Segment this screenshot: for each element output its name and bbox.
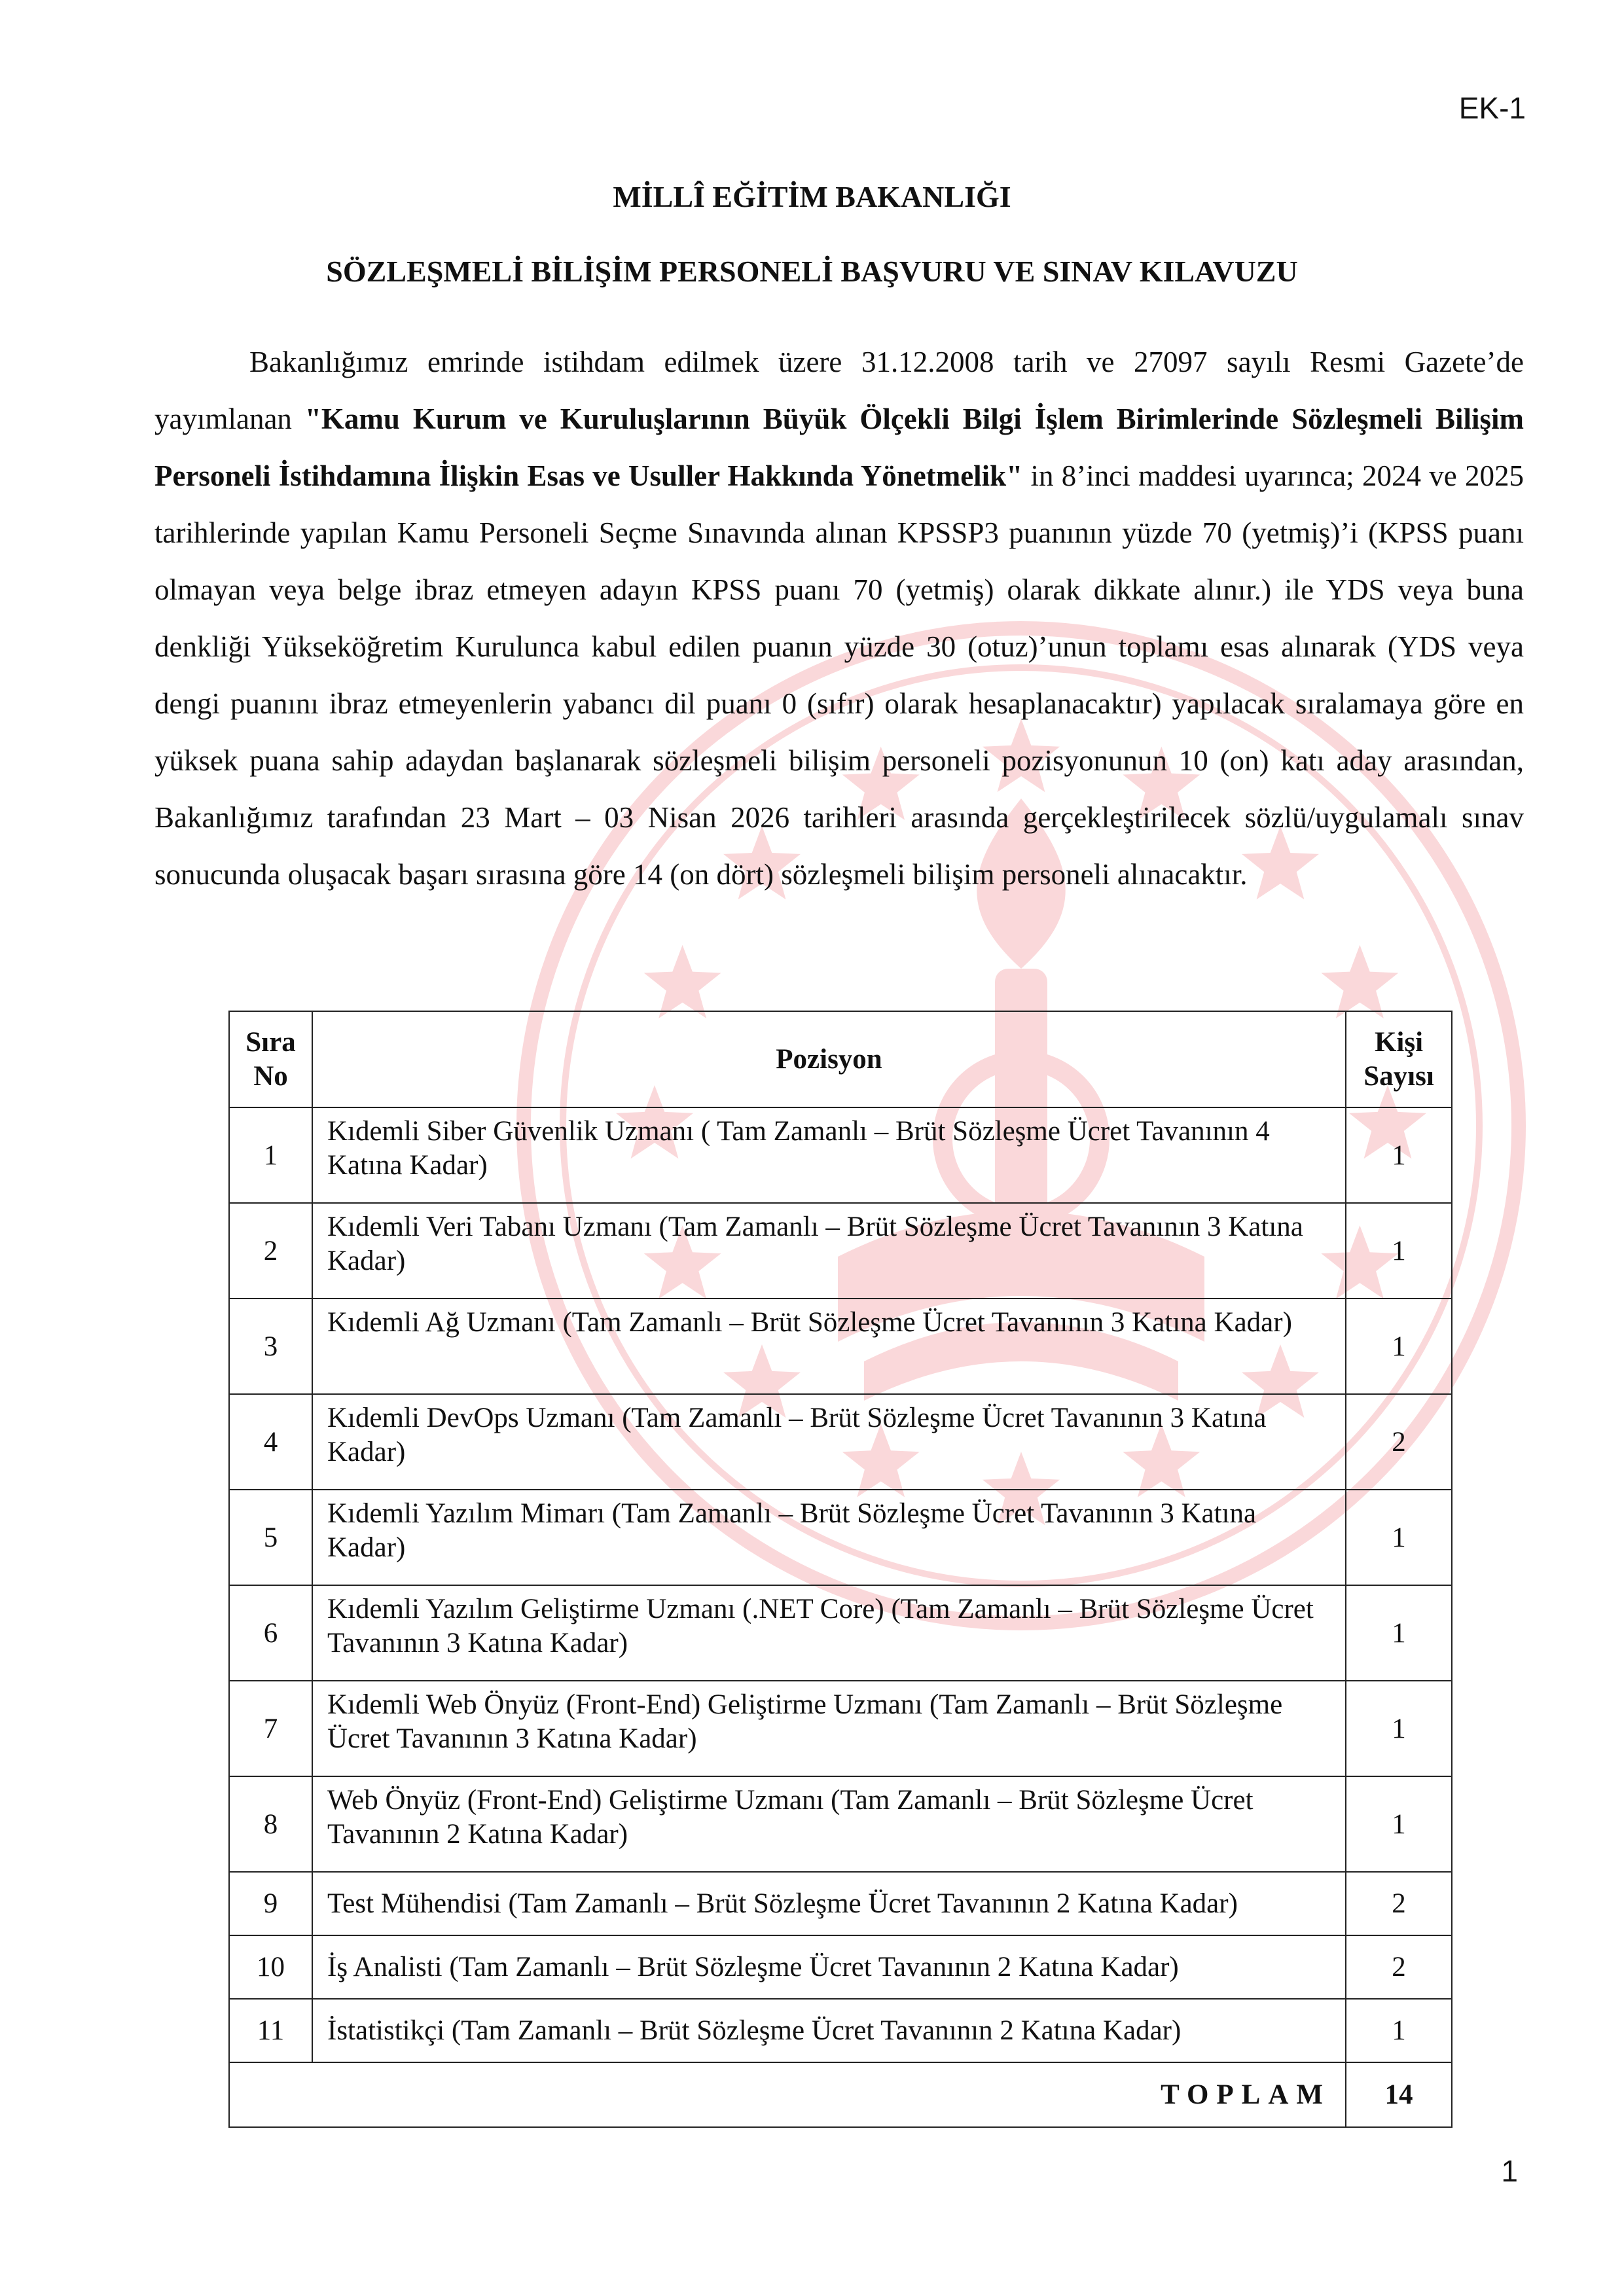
row-position: Kıdemli Yazılım Mimarı (Tam Zamanlı – Brüt Sözleşme Ücret Tavanının 3 Katına Kadar) <box>312 1490 1346 1585</box>
annex-label: EK-1 <box>1458 91 1526 125</box>
row-no: 1 <box>229 1107 312 1203</box>
positions-table <box>228 1011 1453 2128</box>
table-row <box>229 1107 1452 1203</box>
total-label: TOPLAM <box>229 2062 1346 2127</box>
page-number: 1 <box>1501 2154 1518 2188</box>
watermark-star-icon <box>644 945 721 1018</box>
row-count: 1 <box>1346 1490 1452 1585</box>
row-count: 2 <box>1346 1394 1452 1490</box>
row-no: 4 <box>229 1394 312 1490</box>
row-count: 1 <box>1346 1107 1452 1203</box>
row-count: 1 <box>1346 1299 1452 1394</box>
row-no: 6 <box>229 1585 312 1681</box>
table-row <box>229 1394 1452 1490</box>
table-header-row <box>229 1011 1452 1107</box>
row-no: 9 <box>229 1872 312 1935</box>
ministry-title: MİLLÎ EĞİTİM BAKANLIĞI <box>613 180 1011 213</box>
row-count: 1 <box>1346 1776 1452 1872</box>
row-no: 5 <box>229 1490 312 1585</box>
table-row <box>229 1999 1452 2062</box>
table-row <box>229 1935 1452 1999</box>
header-count: Kişi Sayısı <box>1346 1011 1452 1107</box>
row-count: 2 <box>1346 1872 1452 1935</box>
row-no: 7 <box>229 1681 312 1776</box>
row-no: 2 <box>229 1203 312 1299</box>
total-value: 14 <box>1346 2062 1452 2127</box>
row-count: 1 <box>1346 1203 1452 1299</box>
row-position: Web Önyüz (Front-End) Geliştirme Uzmanı (Tam Zamanlı – Brüt Sözleşme Ücret Tavanının 2 Katına Kadar) <box>312 1776 1346 1872</box>
table-row <box>229 1681 1452 1776</box>
header-position: Pozisyon <box>312 1011 1346 1107</box>
row-count: 1 <box>1346 1999 1452 2062</box>
row-position: İş Analisti (Tam Zamanlı – Brüt Sözleşme Ücret Tavanının 2 Katına Kadar) <box>312 1935 1346 1999</box>
row-position: Kıdemli Siber Güvenlik Uzmanı ( Tam Zamanlı – Brüt Sözleşme Ücret Tavanının 4 Katına Kadar) <box>312 1107 1346 1203</box>
intro-paragraph <box>154 334 1524 903</box>
row-count: 2 <box>1346 1935 1452 1999</box>
table-row <box>229 1585 1452 1681</box>
row-count: 1 <box>1346 1585 1452 1681</box>
row-position: İstatistikçi (Tam Zamanlı – Brüt Sözleşme Ücret Tavanının 2 Katına Kadar) <box>312 1999 1346 2062</box>
row-no: 3 <box>229 1299 312 1394</box>
regulation-name: "Kamu Kurum ve Kuruluşlarının Büyük Ölçekli Bilgi İşlem Birimlerinde Sözleşmeli Bilişim Personeli İstihdamına İlişkin Esas ve Usuller Hakkında Yönetmelik" <box>154 403 1524 492</box>
row-count: 1 <box>1346 1681 1452 1776</box>
intro-text-1: Bakanlığımız emrinde istihdam edilmek üzere 31.12.2008 tarih ve 27097 sayılı Resmi Gazete’de yayımlanan <box>154 346 1524 435</box>
row-position: Kıdemli Ağ Uzmanı (Tam Zamanlı – Brüt Sözleşme Ücret Tavanının 3 Katına Kadar) <box>312 1299 1346 1394</box>
table-row <box>229 1299 1452 1394</box>
row-no: 10 <box>229 1935 312 1999</box>
header-no: Sıra No <box>229 1011 312 1107</box>
table-row <box>229 1872 1452 1935</box>
row-position: Kıdemli Yazılım Geliştirme Uzmanı (.NET Core) (Tam Zamanlı – Brüt Sözleşme Ücret Tavanının 3 Katına Kadar) <box>312 1585 1346 1681</box>
guide-title: SÖZLEŞMELİ BİLİŞİM PERSONELİ BAŞVURU VE SINAV KILAVUZU <box>326 255 1298 288</box>
row-no: 8 <box>229 1776 312 1872</box>
table-row <box>229 1203 1452 1299</box>
row-position: Test Mühendisi (Tam Zamanlı – Brüt Sözleşme Ücret Tavanının 2 Katına Kadar) <box>312 1872 1346 1935</box>
row-position: Kıdemli Web Önyüz (Front-End) Geliştirme Uzmanı (Tam Zamanlı – Brüt Sözleşme Ücret Tavanının 3 Katına Kadar) <box>312 1681 1346 1776</box>
table-total-row <box>229 2062 1452 2127</box>
watermark-star-icon <box>1321 945 1398 1018</box>
table-row <box>229 1490 1452 1585</box>
row-no: 11 <box>229 1999 312 2062</box>
row-position: Kıdemli Veri Tabanı Uzmanı (Tam Zamanlı – Brüt Sözleşme Ücret Tavanının 3 Katına Kadar) <box>312 1203 1346 1299</box>
row-position: Kıdemli DevOps Uzmanı (Tam Zamanlı – Brüt Sözleşme Ücret Tavanının 3 Katına Kadar) <box>312 1394 1346 1490</box>
table-row <box>229 1776 1452 1872</box>
intro-text-2: in 8’inci maddesi uyarınca; 2024 ve 2025 tarihlerinde yapılan Kamu Personeli Seçme Sınavında alınan KPSSP3 puanının yüzde 70 (yetmiş)’i (KPSS puanı olmayan veya belge ibraz etmeyen adayın KPSS puanı 70 (yetmiş) olarak dikkate alınır.) ile YDS veya buna denkliği Yükseköğretim Kurulunca kabul edilen puanın yüzde 30 (otuz)’unun toplamı esas alınarak (YDS veya dengi puanını ibraz etmeyenlerin yabancı dil puanı 0 (sıfır) olarak hesaplanacaktır) yapılacak sıralamaya göre en yüksek puana sahip adaydan başlanarak sözleşmeli bilişim personeli pozisyonunun 10 (on) katı aday arasından, Bakanlığımız tarafından 23 Mart – 03 Nisan 2026 tarihleri arasında gerçekleştirilecek sözlü/uygulamalı sınav sonucunda oluşacak başarı sırasına göre 14 (on dört) sözleşmeli bilişim personeli alınacaktır. <box>154 459 1525 891</box>
